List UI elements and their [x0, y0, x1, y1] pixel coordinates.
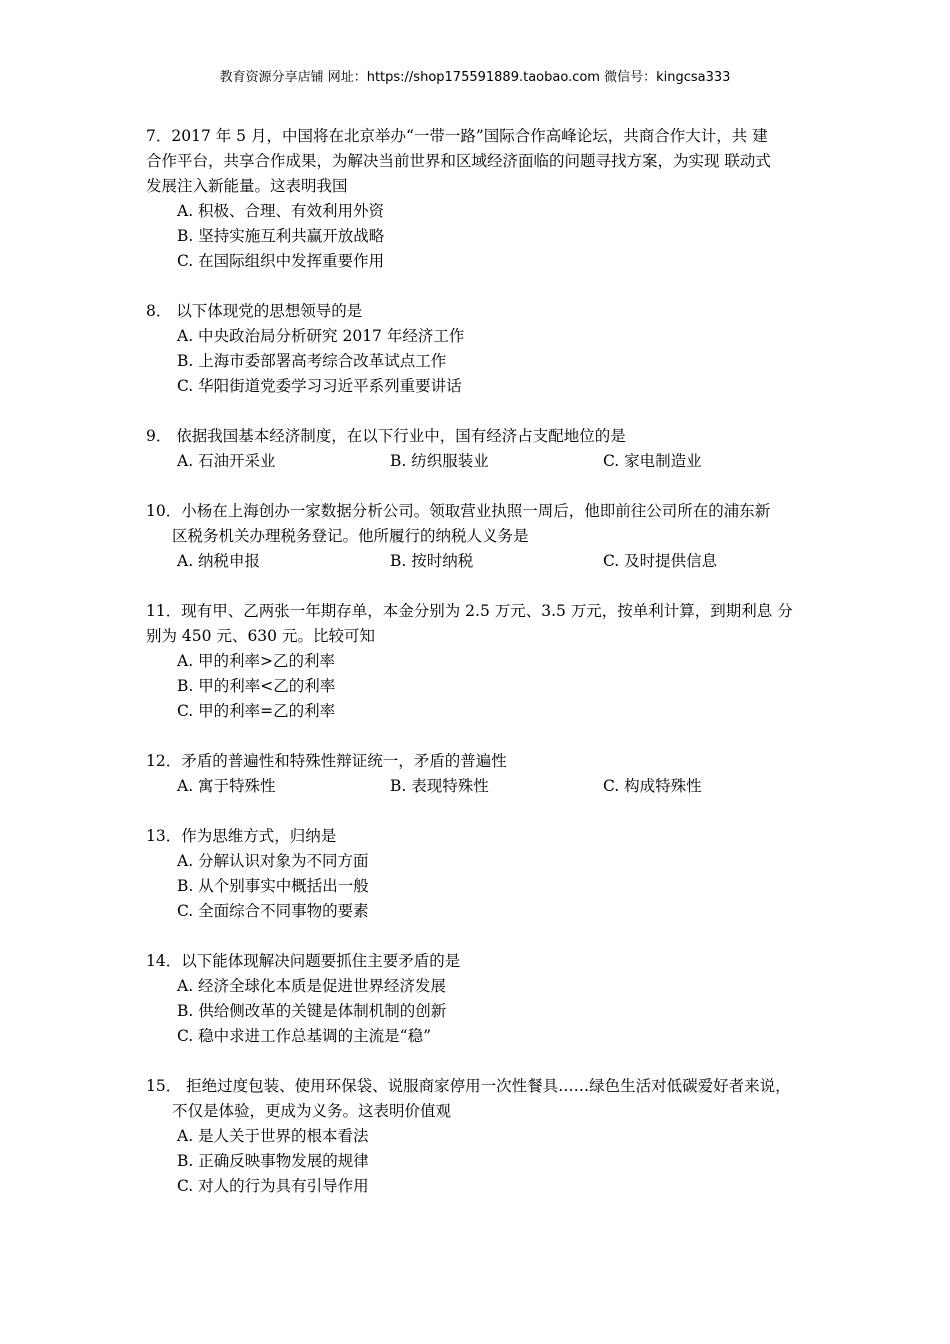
- options-row: [146, 449, 816, 474]
- options-row: [146, 774, 816, 799]
- question-stem: 合作平台，共享合作成果，为解决当前世界和区域经济面临的问题寻找方案，为实现 联动式: [146, 152, 771, 170]
- option-c: C. 家电制造业: [603, 452, 702, 470]
- option-a: A. 分解认识对象为不同方面: [177, 852, 369, 870]
- option-b: B. 供给侧改革的关键是体制机制的创新: [177, 1002, 447, 1020]
- question-stem: 7．2017 年 5 月，中国将在北京举办“一带一路”国际合作高峰论坛，共商合作大计，共 建: [146, 127, 768, 145]
- option-a: A. 纳税申报: [177, 552, 261, 570]
- question-stem: 区税务机关办理税务登记。他所履行的纳税人义务是: [172, 527, 529, 545]
- question-list: [146, 124, 816, 1224]
- question-stem: 15． 拒绝过度包装、使用环保袋、说服商家停用一次性餐具……绿色生活对低碳爱好者来说，: [146, 1077, 791, 1095]
- option-c: C. 构成特殊性: [603, 777, 702, 795]
- option-a: A. 甲的利率>乙的利率: [177, 652, 336, 670]
- option-b: B. 从个别事实中概括出一般: [177, 877, 369, 895]
- question-stem: 12．矛盾的普遍性和特殊性辩证统一，矛盾的普遍性: [146, 752, 507, 770]
- question-12: [146, 749, 816, 799]
- question-11: [146, 599, 816, 724]
- option-b: B. 正确反映事物发展的规律: [177, 1152, 369, 1170]
- option-a: A. 积极、合理、有效利用外资: [177, 202, 385, 220]
- option-a: A. 中央政治局分析研究 2017 年经济工作: [177, 327, 465, 345]
- option-c: C. 在国际组织中发挥重要作用: [177, 252, 385, 270]
- option-a: A. 寓于特殊性: [177, 777, 276, 795]
- option-b: B. 表现特殊性: [390, 777, 489, 795]
- question-8: [146, 299, 816, 399]
- question-stem: 10．小杨在上海创办一家数据分析公司。领取营业执照一周后，他即前往公司所在的浦东新: [146, 502, 771, 520]
- question-stem: 14．以下能体现解决问题要抓住主要矛盾的是: [146, 952, 461, 970]
- question-stem: 9． 依据我国基本经济制度，在以下行业中，国有经济占支配地位的是: [146, 427, 626, 445]
- page-header: 教育资源分享店铺 网址：https://shop175591889.taobao.com 微信号：kingcsa333: [219, 70, 731, 85]
- option-b: B. 甲的利率<乙的利率: [177, 677, 336, 695]
- question-7: [146, 124, 816, 274]
- option-c: C. 甲的利率=乙的利率: [177, 702, 336, 720]
- question-stem: 11．现有甲、乙两张一年期存单，本金分别为 2.5 万元、3.5 万元，按单利计算，到期利息 分: [146, 602, 793, 620]
- option-a: A. 是人关于世界的根本看法: [177, 1127, 369, 1145]
- question-stem: 13．作为思维方式，归纳是: [146, 827, 337, 845]
- question-stem: 8． 以下体现党的思想领导的是: [146, 302, 363, 320]
- option-b: B. 上海市委部署高考综合改革试点工作: [177, 352, 447, 370]
- option-c: C. 及时提供信息: [603, 552, 718, 570]
- option-c: C. 稳中求进工作总基调的主流是“稳”: [177, 1027, 432, 1045]
- question-13: [146, 824, 816, 924]
- option-b: B. 坚持实施互利共赢开放战略: [177, 227, 385, 245]
- question-stem: 发展注入新能量。这表明我国: [146, 177, 348, 195]
- options-row: [146, 549, 816, 574]
- option-c: C. 对人的行为具有引导作用: [177, 1177, 369, 1195]
- question-stem: 别为 450 元、630 元。比较可知: [146, 627, 375, 645]
- option-a: A. 经济全球化本质是促进世界经济发展: [177, 977, 447, 995]
- option-b: B. 纺织服装业: [390, 452, 489, 470]
- option-c: C. 全面综合不同事物的要素: [177, 902, 369, 920]
- question-stem: 不仅是体验，更成为义务。这表明价值观: [172, 1102, 452, 1120]
- option-a: A. 石油开采业: [177, 452, 276, 470]
- question-14: [146, 949, 816, 1049]
- question-10: [146, 499, 816, 574]
- option-c: C. 华阳街道党委学习习近平系列重要讲话: [177, 377, 462, 395]
- option-b: B. 按时纳税: [390, 552, 474, 570]
- question-9: [146, 424, 816, 474]
- question-15: [146, 1074, 816, 1199]
